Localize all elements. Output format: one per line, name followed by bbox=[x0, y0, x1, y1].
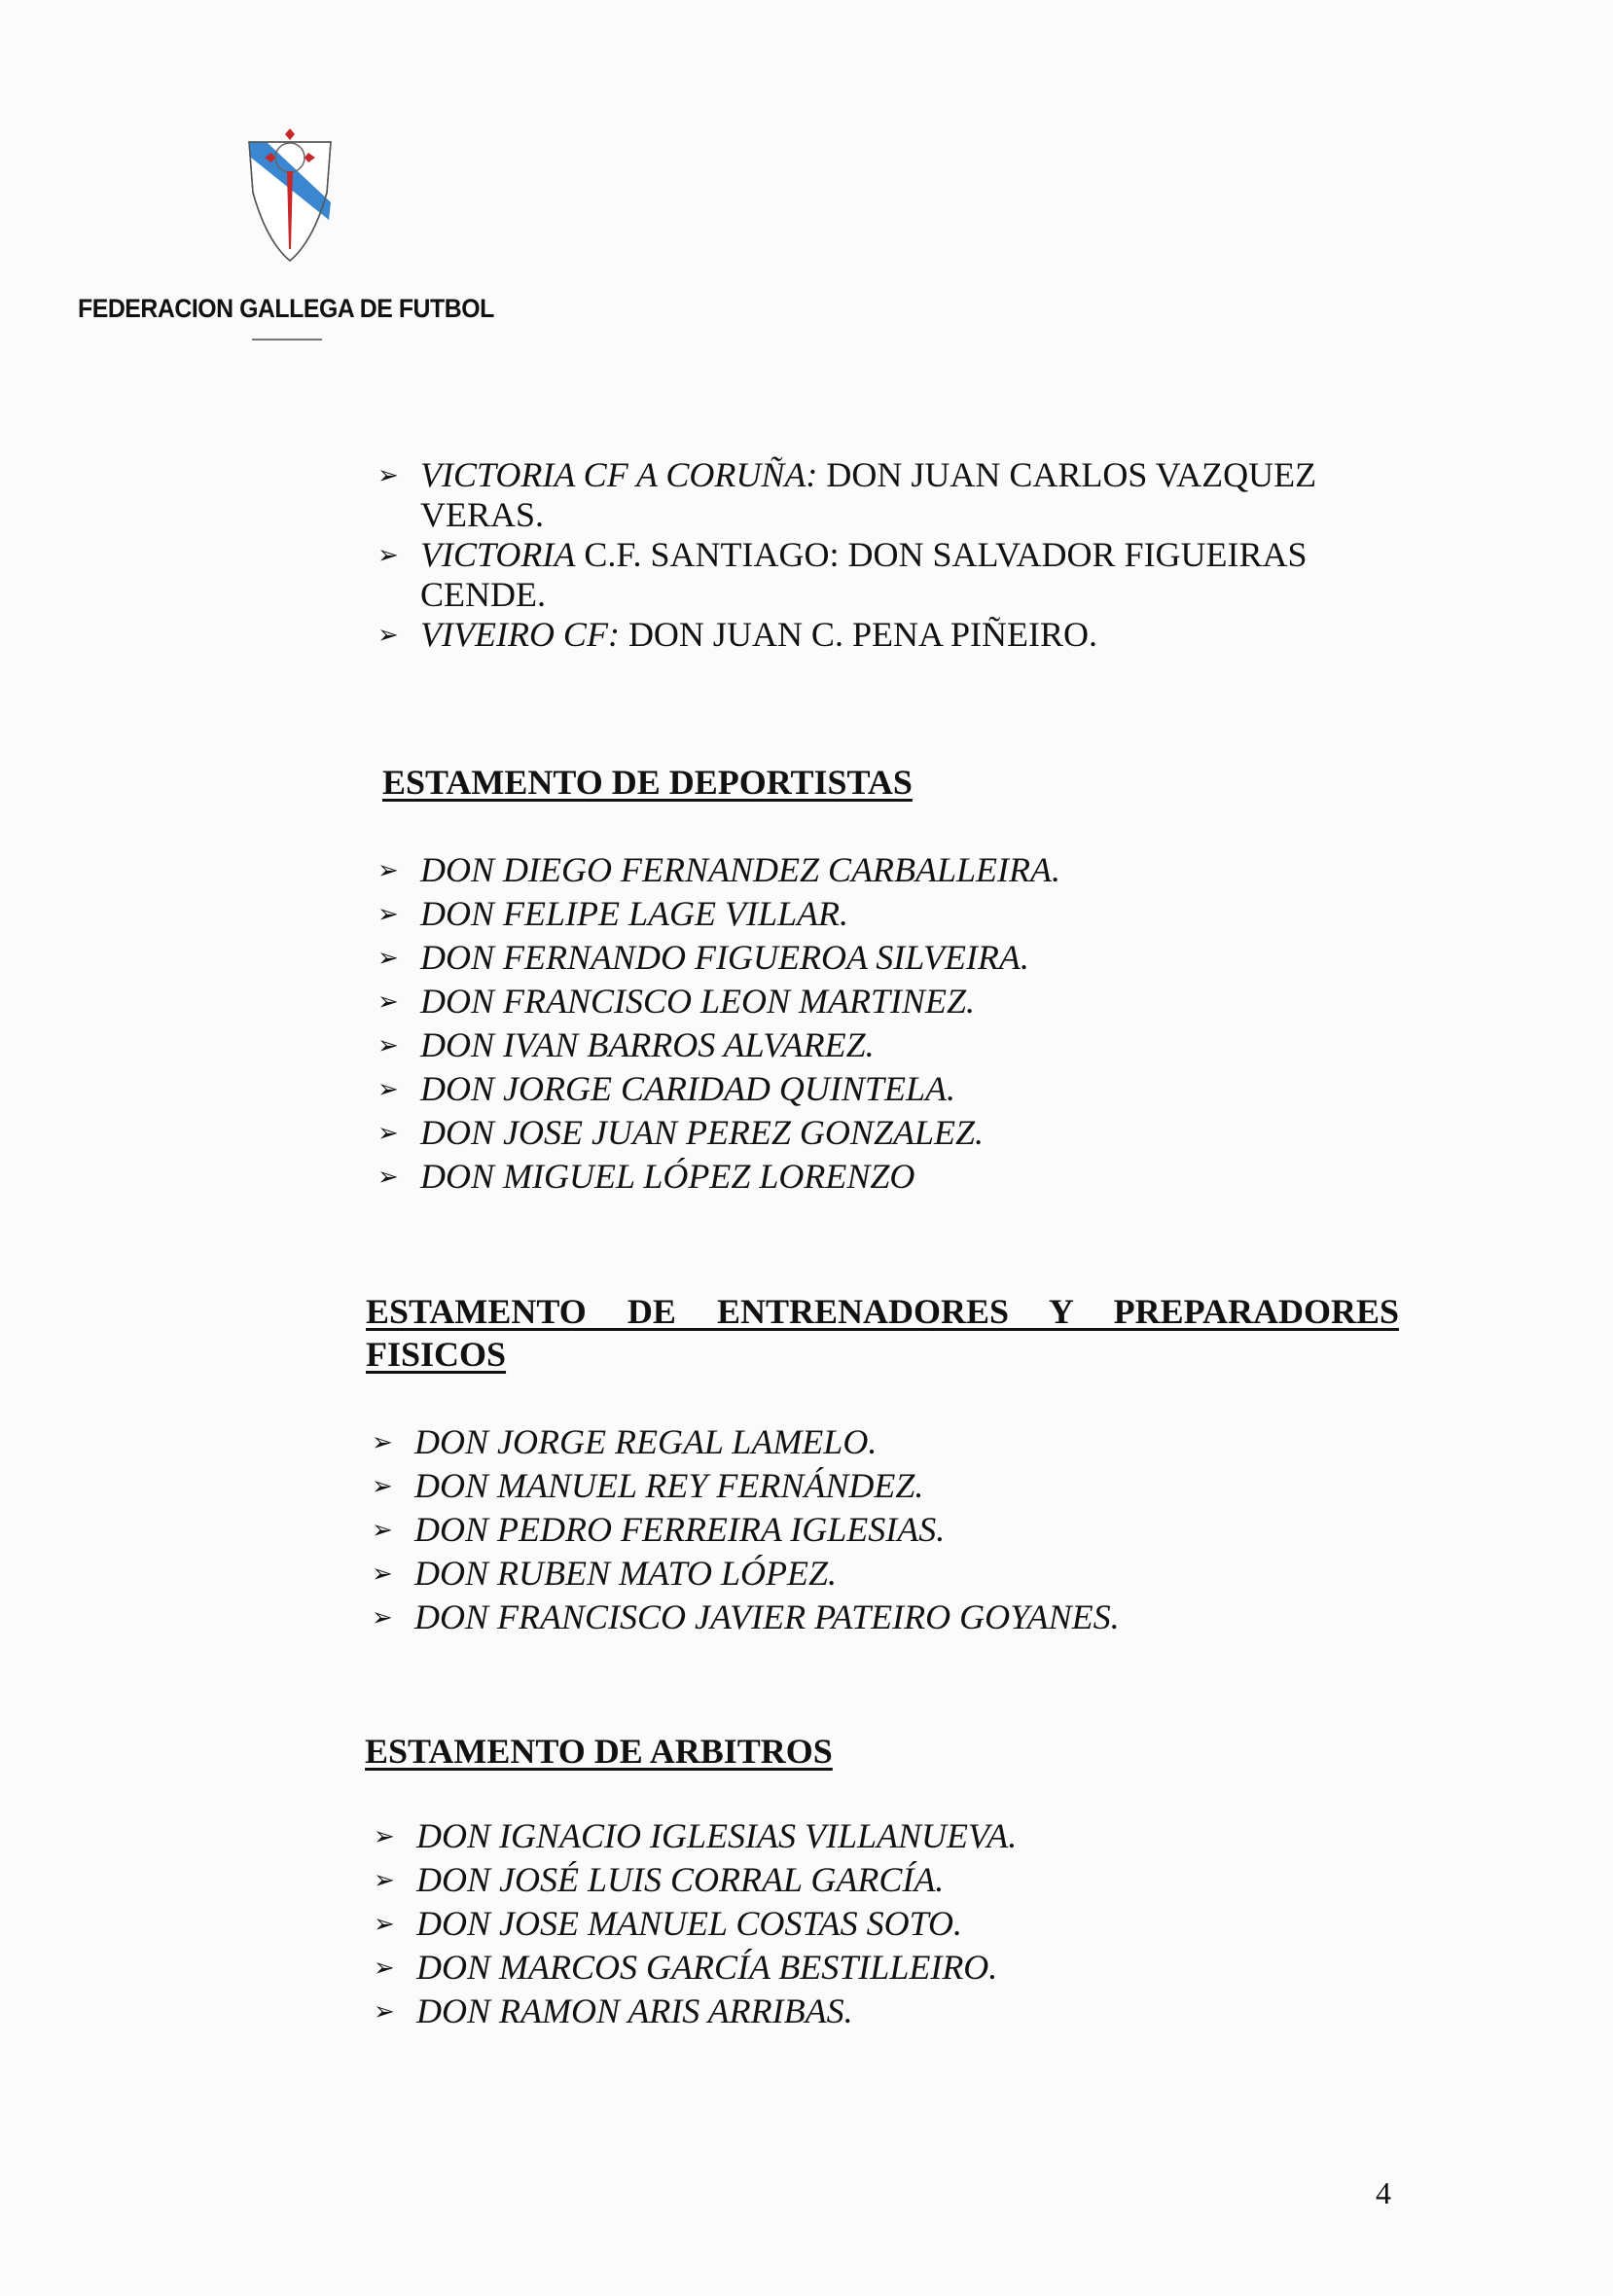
person-name: DON JUAN C. PENA PIÑEIRO. bbox=[619, 615, 1097, 654]
arrow-bullet-icon: ➢ bbox=[374, 1954, 395, 1982]
list-item-continuation: CENDE. bbox=[420, 575, 546, 614]
section-heading-entrenadores-cont: FISICOS bbox=[366, 1335, 507, 1374]
club-list bbox=[377, 455, 1317, 655]
person-name: DON IGNACIO IGLESIAS VILLANUEVA. bbox=[416, 1816, 1018, 1855]
arrow-bullet-icon: ➢ bbox=[377, 461, 399, 489]
person-name: DON FRANCISCO LEON MARTINEZ. bbox=[420, 982, 976, 1021]
person-name: DON PEDRO FERREIRA IGLESIAS. bbox=[414, 1510, 946, 1549]
arrow-bullet-icon: ➢ bbox=[377, 1119, 399, 1147]
arrow-bullet-icon: ➢ bbox=[374, 1822, 395, 1850]
person-name: DON FERNANDO FIGUEROA SILVEIRA. bbox=[420, 938, 1029, 977]
club-name-rest: C.F. SANTIAGO: bbox=[575, 535, 840, 574]
organization-name: FEDERACION GALLEGA DE FUTBOL bbox=[78, 294, 494, 323]
arrow-bullet-icon: ➢ bbox=[377, 900, 399, 928]
section-heading-arbitros: ESTAMENTO DE ARBITROS bbox=[365, 1732, 833, 1771]
arrow-bullet-icon: ➢ bbox=[377, 1075, 399, 1103]
arrow-bullet-icon: ➢ bbox=[374, 1910, 395, 1938]
person-name: DON JOSE MANUEL COSTAS SOTO. bbox=[416, 1904, 963, 1943]
list-item bbox=[377, 455, 1317, 495]
person-name: DON JUAN CARLOS VAZQUEZ bbox=[817, 455, 1317, 494]
club-name: VICTORIA CF A CORUÑA: bbox=[420, 455, 818, 494]
person-name: DON FELIPE LAGE VILLAR. bbox=[420, 894, 848, 933]
list-item-continuation: VERAS. bbox=[420, 495, 545, 534]
arrow-bullet-icon: ➢ bbox=[374, 1997, 395, 2026]
page-number: 4 bbox=[1376, 2175, 1391, 2210]
federation-shield-logo bbox=[245, 125, 335, 263]
arrow-bullet-icon: ➢ bbox=[372, 1560, 393, 1588]
section-heading-entrenadores: ESTAMENTO DE ENTRENADORES Y PREPARADORES bbox=[366, 1292, 1399, 1331]
person-name: DON RUBEN MATO LÓPEZ. bbox=[414, 1554, 838, 1593]
arrow-bullet-icon: ➢ bbox=[372, 1428, 393, 1456]
arrow-bullet-icon: ➢ bbox=[377, 1163, 399, 1191]
person-name: DON MIGUEL LÓPEZ LORENZO bbox=[420, 1157, 915, 1196]
arrow-bullet-icon: ➢ bbox=[377, 856, 399, 884]
arrow-bullet-icon: ➢ bbox=[374, 1866, 395, 1894]
arrow-bullet-icon: ➢ bbox=[372, 1472, 393, 1500]
person-name: DON IVAN BARROS ALVAREZ. bbox=[420, 1025, 875, 1064]
arrow-bullet-icon: ➢ bbox=[377, 621, 399, 649]
person-name: DON JOSÉ LUIS CORRAL GARCÍA. bbox=[416, 1860, 945, 1899]
club-name: VICTORIA bbox=[420, 535, 576, 574]
arrow-bullet-icon: ➢ bbox=[377, 1031, 399, 1059]
arrow-bullet-icon: ➢ bbox=[377, 944, 399, 972]
person-name: DON FRANCISCO JAVIER PATEIRO GOYANES. bbox=[414, 1597, 1120, 1636]
arrow-bullet-icon: ➢ bbox=[377, 541, 399, 569]
arrow-bullet-icon: ➢ bbox=[377, 987, 399, 1016]
person-name: DON MARCOS GARCÍA BESTILLEIRO. bbox=[416, 1948, 998, 1987]
person-name: DON DIEGO FERNANDEZ CARBALLEIRA. bbox=[420, 850, 1060, 889]
list-item bbox=[377, 535, 1308, 575]
section-heading-deportistas: ESTAMENTO DE DEPORTISTAS bbox=[382, 763, 913, 802]
arrow-bullet-icon: ➢ bbox=[372, 1516, 393, 1544]
person-name: DON JORGE REGAL LAMELO. bbox=[414, 1422, 878, 1461]
list-item bbox=[377, 615, 1097, 655]
person-name: DON MANUEL REY FERNÁNDEZ. bbox=[414, 1466, 924, 1505]
person-name: DON SALVADOR FIGUEIRAS bbox=[839, 535, 1308, 574]
person-name: DON JORGE CARIDAD QUINTELA. bbox=[420, 1069, 955, 1108]
person-name: DON JOSE JUAN PEREZ GONZALEZ. bbox=[420, 1113, 984, 1152]
header-divider bbox=[252, 339, 322, 341]
person-name: DON RAMON ARIS ARRIBAS. bbox=[416, 1991, 853, 2030]
club-name: VIVEIRO CF: bbox=[420, 615, 620, 654]
arrow-bullet-icon: ➢ bbox=[372, 1603, 393, 1632]
